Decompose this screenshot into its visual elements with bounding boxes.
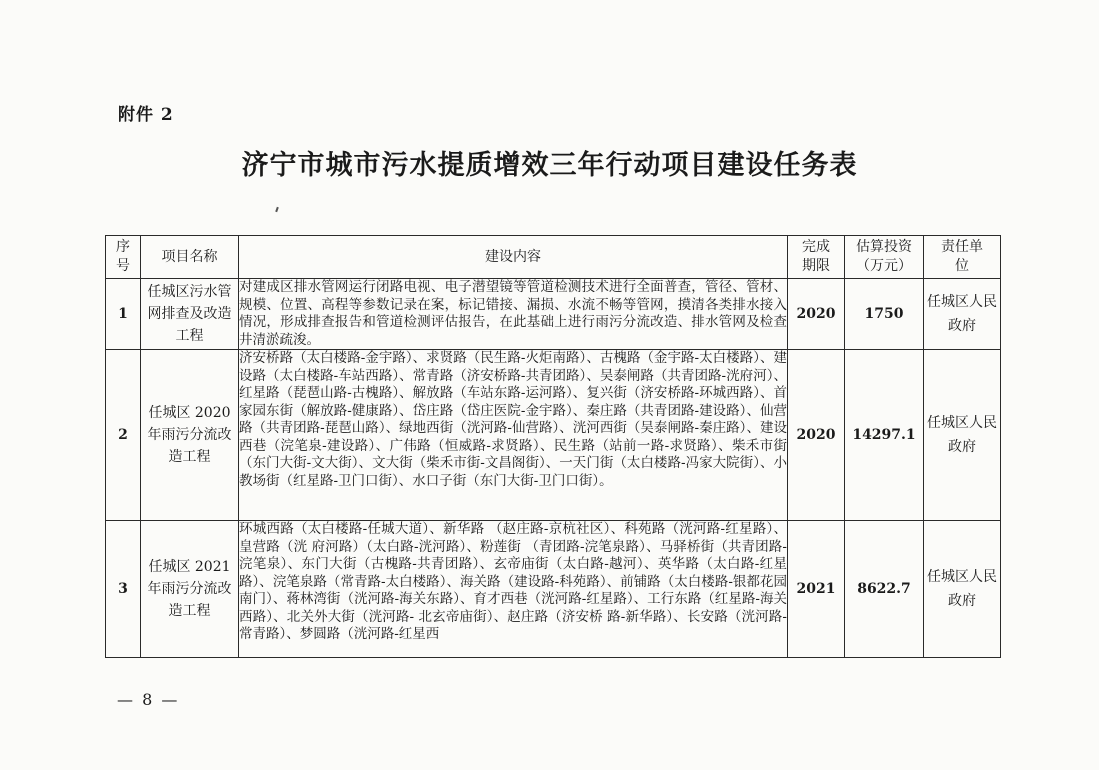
- row-investment: 8622.7: [845, 521, 924, 658]
- scan-speck: [275, 207, 279, 212]
- page-title: 济宁市城市污水提质增效三年行动项目建设任务表: [241, 150, 858, 181]
- row-deadline: 2020: [788, 350, 845, 521]
- header-content: 建设内容: [239, 236, 788, 279]
- header-unit: 责任单 位: [924, 236, 1001, 279]
- table-header-row: [106, 236, 1001, 279]
- row-project-name: 任城区 2021 年雨污分流改造工程: [141, 521, 239, 658]
- row-no: 1: [106, 279, 141, 350]
- row-content-text: 环城西路（太白楼路-任城大道）、新华路 （赵庄路-京杭社区）、科苑路（洸河路-红星路）、皇营路（洸 府河路）（太白路-洸河路）、粉莲街 （青团路-浣笔泉路）、马驿桥街（共青团路-浣笔泉）、东门大街（古槐路-共青团路）、玄帝庙街（太白路-越河）、英华路（太白路-红星路）、浣笔泉路（常青路-太白楼路）、海关路（建设路-科苑路）、前铺路（太白楼路-银都花园南门）、蒋林湾街（洸河路-海关东路）、育才西巷（洸河路-红星路）、工行东路（红星路-海关西路）、北关外大街（洸河路- 北玄帝庙街）、赵庄路（济安桥 路-新华路）、长安路（洸河路-常青路）、梦圆路（洸河路-红星西: [239, 521, 787, 642]
- row-investment: 1750: [845, 279, 924, 350]
- row-responsible-unit: 任城区人民政府: [924, 521, 1001, 658]
- attachment-label: 附件 2: [118, 105, 174, 125]
- row-no: 3: [106, 521, 141, 658]
- header-no: 序 号: [106, 236, 141, 279]
- header-name: 项目名称: [141, 236, 239, 279]
- table-row: [106, 350, 1001, 521]
- row-content: [239, 521, 788, 658]
- row-deadline: 2020: [788, 279, 845, 350]
- table-row: [106, 279, 1001, 350]
- row-project-name: 任城区污水管网排查及改造工程: [141, 279, 239, 350]
- header-deadline: 完成 期限: [788, 236, 845, 279]
- row-deadline: 2021: [788, 521, 845, 658]
- row-content: 济安桥路（太白楼路-金宇路）、求贤路（民生路-火炬南路）、古槐路（金宇路-太白楼路）、建设路（太白楼路-车站西路）、常青路（济安桥路-共青团路）、吴泰闸路（共青团路-洸府河）、红星路（琵琶山路-古槐路）、解放路（车站东路-运河路）、复兴街（济安桥路-环城西路）、首家园东街（解放路-健康路）、岱庄路（岱庄医院-金宇路）、秦庄路（共青团路-建设路）、仙营路（共青团路-琵琶山路）、绿地西街（洸河路-仙营路）、洸河西街（吴泰闸路-秦庄路）、建设西巷（浣笔泉-建设路）、广伟路（恒威路-求贤路）、民生路（站前一路-求贤路）、柴禾市街（东门大街-文大街）、文大街（柴禾市街-文昌阁街）、一天门街（太白楼路-冯家大院街）、小教场街（红星路-卫门口街）、水口子街（东门大街-卫门口街）。: [239, 350, 788, 521]
- row-project-name: 任城区 2020 年雨污分流改造工程: [141, 350, 239, 521]
- table-row: [106, 521, 1001, 658]
- row-no: 2: [106, 350, 141, 521]
- page-number: — 8 —: [117, 690, 180, 709]
- row-responsible-unit: 任城区人民政府: [924, 279, 1001, 350]
- header-investment: 估算投资 （万元）: [845, 236, 924, 279]
- row-content: 对建成区排水管网运行闭路电视、电子潜望镜等管道检测技术进行全面普查，管径、管材、规模、位置、高程等参数记录在案，标记错接、漏损、水流不畅等管网，摸清各类排水接入情况，形成排查报告和管道检测评估报告，在此基础上进行雨污分流改造、排水管网及检查井清淤疏浚。: [239, 279, 787, 348]
- task-table: [105, 235, 1001, 658]
- row-investment: 14297.1: [845, 350, 924, 521]
- row-responsible-unit: 任城区人民政府: [924, 350, 1001, 521]
